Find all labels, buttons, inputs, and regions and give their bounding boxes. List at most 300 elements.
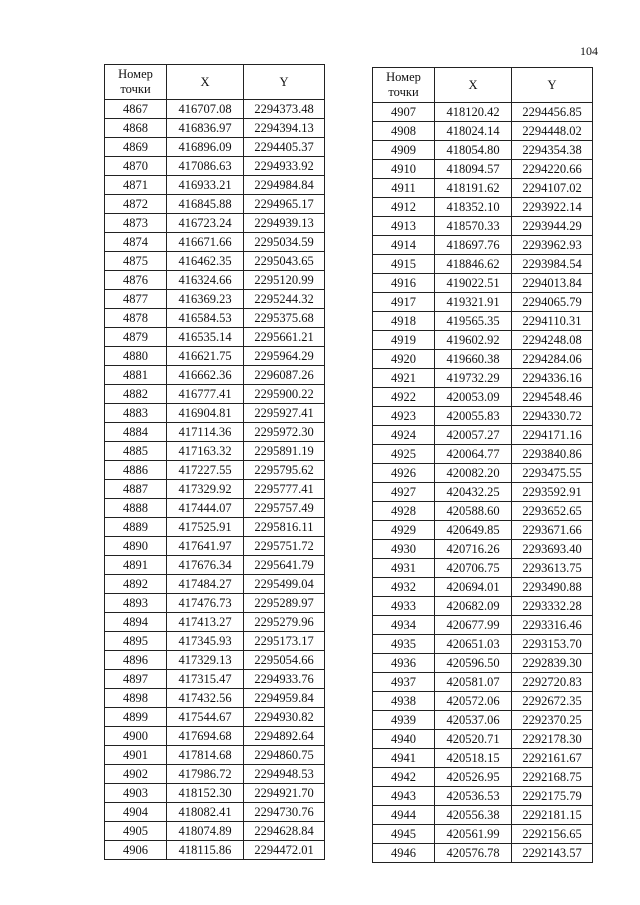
y-coordinate-cell: 2293332.28 [512, 597, 593, 616]
x-coordinate-cell: 419022.51 [435, 274, 512, 293]
point-number-cell: 4925 [373, 445, 435, 464]
point-number-cell: 4900 [105, 727, 167, 746]
table-row [373, 407, 593, 426]
header-point-line2: точки [388, 85, 419, 99]
y-coordinate-cell: 2294065.79 [512, 293, 593, 312]
y-coordinate-cell: 2293592.91 [512, 483, 593, 502]
x-coordinate-cell: 420651.03 [435, 635, 512, 654]
y-coordinate-cell: 2294394.13 [244, 119, 325, 138]
table-row [105, 803, 325, 822]
point-number-cell: 4903 [105, 784, 167, 803]
y-coordinate-cell: 2295891.19 [244, 442, 325, 461]
x-coordinate-cell: 416535.14 [167, 328, 244, 347]
y-coordinate-cell: 2293652.65 [512, 502, 593, 521]
table-row [373, 103, 593, 122]
point-number-cell: 4890 [105, 537, 167, 556]
point-number-cell: 4920 [373, 350, 435, 369]
y-coordinate-cell: 2295279.96 [244, 613, 325, 632]
x-coordinate-cell: 417444.07 [167, 499, 244, 518]
table-row [373, 464, 593, 483]
x-coordinate-cell: 416707.08 [167, 100, 244, 119]
x-coordinate-cell: 418697.76 [435, 236, 512, 255]
x-coordinate-cell: 416777.41 [167, 385, 244, 404]
y-coordinate-cell: 2294405.37 [244, 138, 325, 157]
table-row [373, 597, 593, 616]
y-coordinate-cell: 2295054.66 [244, 651, 325, 670]
point-number-cell: 4894 [105, 613, 167, 632]
x-coordinate-cell: 420581.07 [435, 673, 512, 692]
point-number-cell: 4926 [373, 464, 435, 483]
y-coordinate-cell: 2295641.79 [244, 556, 325, 575]
table-row [373, 388, 593, 407]
x-coordinate-cell: 417315.47 [167, 670, 244, 689]
x-coordinate-cell: 420432.25 [435, 483, 512, 502]
y-coordinate-cell: 2294933.76 [244, 670, 325, 689]
y-coordinate-cell: 2294373.48 [244, 100, 325, 119]
coordinates-table-right [372, 67, 593, 863]
y-coordinate-cell: 2294220.66 [512, 160, 593, 179]
table-row [105, 784, 325, 803]
point-number-cell: 4945 [373, 825, 435, 844]
x-coordinate-cell: 417525.91 [167, 518, 244, 537]
table-row [373, 179, 593, 198]
x-coordinate-cell: 420706.75 [435, 559, 512, 578]
point-number-cell: 4916 [373, 274, 435, 293]
table-row [105, 233, 325, 252]
y-coordinate-cell: 2294948.53 [244, 765, 325, 784]
table-row [105, 214, 325, 233]
header-point-line1: Номер [386, 70, 421, 84]
y-coordinate-cell: 2292175.79 [512, 787, 593, 806]
point-number-cell: 4914 [373, 236, 435, 255]
x-coordinate-cell: 417413.27 [167, 613, 244, 632]
point-number-cell: 4917 [373, 293, 435, 312]
table-row [373, 540, 593, 559]
table-row [373, 559, 593, 578]
y-coordinate-cell: 2294448.02 [512, 122, 593, 141]
x-coordinate-cell: 417676.34 [167, 556, 244, 575]
x-coordinate-cell: 418352.10 [435, 198, 512, 217]
y-coordinate-cell: 2295900.22 [244, 385, 325, 404]
x-coordinate-cell: 416462.35 [167, 252, 244, 271]
table-row [373, 749, 593, 768]
y-coordinate-cell: 2293840.86 [512, 445, 593, 464]
y-coordinate-cell: 2295173.17 [244, 632, 325, 651]
y-coordinate-cell: 2295661.21 [244, 328, 325, 347]
table-row [105, 138, 325, 157]
x-coordinate-cell: 420649.85 [435, 521, 512, 540]
x-coordinate-cell: 416904.81 [167, 404, 244, 423]
point-number-cell: 4874 [105, 233, 167, 252]
x-coordinate-cell: 417329.13 [167, 651, 244, 670]
y-coordinate-cell: 2294860.75 [244, 746, 325, 765]
table-row [373, 825, 593, 844]
table-header-row [373, 68, 593, 103]
x-coordinate-cell: 416324.66 [167, 271, 244, 290]
x-coordinate-cell: 417329.92 [167, 480, 244, 499]
point-number-cell: 4912 [373, 198, 435, 217]
y-coordinate-cell: 2295375.68 [244, 309, 325, 328]
table-row [373, 445, 593, 464]
point-number-cell: 4935 [373, 635, 435, 654]
point-number-cell: 4934 [373, 616, 435, 635]
point-number-cell: 4928 [373, 502, 435, 521]
table-row [373, 369, 593, 388]
x-coordinate-cell: 419321.91 [435, 293, 512, 312]
point-number-cell: 4901 [105, 746, 167, 765]
header-x: X [435, 68, 512, 103]
y-coordinate-cell: 2292143.57 [512, 844, 593, 863]
table-row [105, 347, 325, 366]
table-row [373, 502, 593, 521]
table-row [105, 537, 325, 556]
point-number-cell: 4919 [373, 331, 435, 350]
table-row [373, 236, 593, 255]
table-row [105, 271, 325, 290]
y-coordinate-cell: 2294110.31 [512, 312, 593, 331]
table-row [373, 616, 593, 635]
x-coordinate-cell: 417476.73 [167, 594, 244, 613]
table-row [373, 787, 593, 806]
table-row [105, 556, 325, 575]
x-coordinate-cell: 416369.23 [167, 290, 244, 309]
y-coordinate-cell: 2294628.84 [244, 822, 325, 841]
point-number-cell: 4932 [373, 578, 435, 597]
x-coordinate-cell: 420057.27 [435, 426, 512, 445]
table-row [105, 575, 325, 594]
point-number-cell: 4895 [105, 632, 167, 651]
y-coordinate-cell: 2292839.30 [512, 654, 593, 673]
y-coordinate-cell: 2294456.85 [512, 103, 593, 122]
x-coordinate-cell: 417163.32 [167, 442, 244, 461]
point-number-cell: 4927 [373, 483, 435, 502]
table-row [105, 366, 325, 385]
table-row [105, 689, 325, 708]
x-coordinate-cell: 418024.14 [435, 122, 512, 141]
table-row [373, 122, 593, 141]
header-x: X [167, 65, 244, 100]
y-coordinate-cell: 2295289.97 [244, 594, 325, 613]
table-row [373, 198, 593, 217]
table-row [373, 711, 593, 730]
y-coordinate-cell: 2293944.29 [512, 217, 593, 236]
table-row [373, 312, 593, 331]
point-number-cell: 4891 [105, 556, 167, 575]
y-coordinate-cell: 2293490.88 [512, 578, 593, 597]
y-coordinate-cell: 2294013.84 [512, 274, 593, 293]
point-number-cell: 4881 [105, 366, 167, 385]
table-row [105, 195, 325, 214]
table-row [373, 692, 593, 711]
point-number-cell: 4878 [105, 309, 167, 328]
y-coordinate-cell: 2294171.16 [512, 426, 593, 445]
x-coordinate-cell: 420526.95 [435, 768, 512, 787]
point-number-cell: 4872 [105, 195, 167, 214]
table-row [373, 274, 593, 293]
y-coordinate-cell: 2294933.92 [244, 157, 325, 176]
y-coordinate-cell: 2295244.32 [244, 290, 325, 309]
y-coordinate-cell: 2292178.30 [512, 730, 593, 749]
point-number-cell: 4873 [105, 214, 167, 233]
y-coordinate-cell: 2293922.14 [512, 198, 593, 217]
point-number-cell: 4918 [373, 312, 435, 331]
table-row [105, 252, 325, 271]
y-coordinate-cell: 2294472.01 [244, 841, 325, 860]
point-number-cell: 4930 [373, 540, 435, 559]
y-coordinate-cell: 2294336.16 [512, 369, 593, 388]
table-row [373, 844, 593, 863]
table-row [373, 141, 593, 160]
point-number-cell: 4929 [373, 521, 435, 540]
x-coordinate-cell: 417641.97 [167, 537, 244, 556]
y-coordinate-cell: 2294984.84 [244, 176, 325, 195]
table-row [373, 578, 593, 597]
y-coordinate-cell: 2294965.17 [244, 195, 325, 214]
x-coordinate-cell: 416671.66 [167, 233, 244, 252]
y-coordinate-cell: 2295927.41 [244, 404, 325, 423]
header-point-number [373, 68, 435, 103]
point-number-cell: 4884 [105, 423, 167, 442]
page-number: 104 [580, 44, 598, 58]
y-coordinate-cell: 2293671.66 [512, 521, 593, 540]
point-number-cell: 4892 [105, 575, 167, 594]
table-row [105, 461, 325, 480]
table-row [105, 176, 325, 195]
x-coordinate-cell: 418152.30 [167, 784, 244, 803]
table-row [373, 806, 593, 825]
table-row [105, 499, 325, 518]
x-coordinate-cell: 418115.86 [167, 841, 244, 860]
point-number-cell: 4905 [105, 822, 167, 841]
x-coordinate-cell: 420055.83 [435, 407, 512, 426]
point-number-cell: 4889 [105, 518, 167, 537]
table-row [105, 100, 325, 119]
y-coordinate-cell: 2294330.72 [512, 407, 593, 426]
point-number-cell: 4880 [105, 347, 167, 366]
point-number-cell: 4936 [373, 654, 435, 673]
x-coordinate-cell: 416662.36 [167, 366, 244, 385]
x-coordinate-cell: 416933.21 [167, 176, 244, 195]
point-number-cell: 4942 [373, 768, 435, 787]
point-number-cell: 4888 [105, 499, 167, 518]
y-coordinate-cell: 2293316.46 [512, 616, 593, 635]
y-coordinate-cell: 2295777.41 [244, 480, 325, 499]
x-coordinate-cell: 418191.62 [435, 179, 512, 198]
x-coordinate-cell: 416621.75 [167, 347, 244, 366]
x-coordinate-cell: 417986.72 [167, 765, 244, 784]
x-coordinate-cell: 418120.42 [435, 103, 512, 122]
point-number-cell: 4885 [105, 442, 167, 461]
point-number-cell: 4871 [105, 176, 167, 195]
y-coordinate-cell: 2293153.70 [512, 635, 593, 654]
x-coordinate-cell: 420682.09 [435, 597, 512, 616]
point-number-cell: 4877 [105, 290, 167, 309]
x-coordinate-cell: 417432.56 [167, 689, 244, 708]
x-coordinate-cell: 416845.88 [167, 195, 244, 214]
table-row [373, 160, 593, 179]
x-coordinate-cell: 420588.60 [435, 502, 512, 521]
table-row [105, 480, 325, 499]
x-coordinate-cell: 416723.24 [167, 214, 244, 233]
table-row [373, 673, 593, 692]
x-coordinate-cell: 418846.62 [435, 255, 512, 274]
table-row [105, 442, 325, 461]
point-number-cell: 4868 [105, 119, 167, 138]
point-number-cell: 4915 [373, 255, 435, 274]
y-coordinate-cell: 2292156.65 [512, 825, 593, 844]
x-coordinate-cell: 416584.53 [167, 309, 244, 328]
point-number-cell: 4907 [373, 103, 435, 122]
x-coordinate-cell: 420518.15 [435, 749, 512, 768]
table-row [105, 822, 325, 841]
point-number-cell: 4893 [105, 594, 167, 613]
table-row [373, 483, 593, 502]
x-coordinate-cell: 420561.99 [435, 825, 512, 844]
y-coordinate-cell: 2292181.15 [512, 806, 593, 825]
point-number-cell: 4943 [373, 787, 435, 806]
point-number-cell: 4923 [373, 407, 435, 426]
table-row [105, 765, 325, 784]
table-row [373, 331, 593, 350]
y-coordinate-cell: 2295972.30 [244, 423, 325, 442]
point-number-cell: 4870 [105, 157, 167, 176]
table-row [373, 521, 593, 540]
table-row [105, 613, 325, 632]
point-number-cell: 4883 [105, 404, 167, 423]
table-row [373, 730, 593, 749]
point-number-cell: 4879 [105, 328, 167, 347]
table-row [373, 217, 593, 236]
y-coordinate-cell: 2294959.84 [244, 689, 325, 708]
x-coordinate-cell: 420536.53 [435, 787, 512, 806]
header-point-line1: Номер [118, 67, 153, 81]
x-coordinate-cell: 417814.68 [167, 746, 244, 765]
table-row [105, 651, 325, 670]
x-coordinate-cell: 420064.77 [435, 445, 512, 464]
x-coordinate-cell: 420082.20 [435, 464, 512, 483]
point-number-cell: 4937 [373, 673, 435, 692]
x-coordinate-cell: 418570.33 [435, 217, 512, 236]
table-row [105, 518, 325, 537]
x-coordinate-cell: 420556.38 [435, 806, 512, 825]
header-y: Y [512, 68, 593, 103]
table-row [373, 426, 593, 445]
x-coordinate-cell: 420576.78 [435, 844, 512, 863]
point-number-cell: 4946 [373, 844, 435, 863]
y-coordinate-cell: 2294548.46 [512, 388, 593, 407]
y-coordinate-cell: 2292168.75 [512, 768, 593, 787]
x-coordinate-cell: 420572.06 [435, 692, 512, 711]
y-coordinate-cell: 2295043.65 [244, 252, 325, 271]
y-coordinate-cell: 2292672.35 [512, 692, 593, 711]
table-row [105, 841, 325, 860]
point-number-cell: 4869 [105, 138, 167, 157]
table-row [105, 632, 325, 651]
y-coordinate-cell: 2294730.76 [244, 803, 325, 822]
point-number-cell: 4867 [105, 100, 167, 119]
point-number-cell: 4902 [105, 765, 167, 784]
point-number-cell: 4921 [373, 369, 435, 388]
table-row [373, 350, 593, 369]
table-header-row [105, 65, 325, 100]
x-coordinate-cell: 419660.38 [435, 350, 512, 369]
table-row [105, 328, 325, 347]
table-row [373, 768, 593, 787]
y-coordinate-cell: 2295795.62 [244, 461, 325, 480]
x-coordinate-cell: 420537.06 [435, 711, 512, 730]
x-coordinate-cell: 418054.80 [435, 141, 512, 160]
x-coordinate-cell: 420053.09 [435, 388, 512, 407]
x-coordinate-cell: 420677.99 [435, 616, 512, 635]
y-coordinate-cell: 2295120.99 [244, 271, 325, 290]
table-row [105, 727, 325, 746]
y-coordinate-cell: 2293693.40 [512, 540, 593, 559]
y-coordinate-cell: 2292161.67 [512, 749, 593, 768]
x-coordinate-cell: 419565.35 [435, 312, 512, 331]
header-point-line2: точки [120, 82, 151, 96]
x-coordinate-cell: 417484.27 [167, 575, 244, 594]
y-coordinate-cell: 2295751.72 [244, 537, 325, 556]
point-number-cell: 4924 [373, 426, 435, 445]
table-row [105, 670, 325, 689]
x-coordinate-cell: 420716.26 [435, 540, 512, 559]
header-y: Y [244, 65, 325, 100]
y-coordinate-cell: 2294921.70 [244, 784, 325, 803]
table-row [105, 404, 325, 423]
point-number-cell: 4876 [105, 271, 167, 290]
table-row [105, 290, 325, 309]
x-coordinate-cell: 418074.89 [167, 822, 244, 841]
y-coordinate-cell: 2292370.25 [512, 711, 593, 730]
table-row [105, 119, 325, 138]
y-coordinate-cell: 2295816.11 [244, 518, 325, 537]
y-coordinate-cell: 2293475.55 [512, 464, 593, 483]
x-coordinate-cell: 417544.67 [167, 708, 244, 727]
table-row [105, 309, 325, 328]
point-number-cell: 4908 [373, 122, 435, 141]
table-row [105, 423, 325, 442]
point-number-cell: 4938 [373, 692, 435, 711]
coordinates-table-left [104, 64, 325, 860]
x-coordinate-cell: 419732.29 [435, 369, 512, 388]
x-coordinate-cell: 420596.50 [435, 654, 512, 673]
x-coordinate-cell: 420520.71 [435, 730, 512, 749]
point-number-cell: 4941 [373, 749, 435, 768]
table-row [373, 654, 593, 673]
point-number-cell: 4913 [373, 217, 435, 236]
point-number-cell: 4898 [105, 689, 167, 708]
point-number-cell: 4944 [373, 806, 435, 825]
y-coordinate-cell: 2293962.93 [512, 236, 593, 255]
point-number-cell: 4910 [373, 160, 435, 179]
x-coordinate-cell: 418082.41 [167, 803, 244, 822]
table-row [105, 385, 325, 404]
point-number-cell: 4875 [105, 252, 167, 271]
point-number-cell: 4939 [373, 711, 435, 730]
y-coordinate-cell: 2295964.29 [244, 347, 325, 366]
x-coordinate-cell: 418094.57 [435, 160, 512, 179]
point-number-cell: 4911 [373, 179, 435, 198]
point-number-cell: 4933 [373, 597, 435, 616]
table-row [105, 157, 325, 176]
x-coordinate-cell: 417227.55 [167, 461, 244, 480]
y-coordinate-cell: 2294284.06 [512, 350, 593, 369]
y-coordinate-cell: 2294354.38 [512, 141, 593, 160]
point-number-cell: 4897 [105, 670, 167, 689]
x-coordinate-cell: 419602.92 [435, 331, 512, 350]
point-number-cell: 4896 [105, 651, 167, 670]
x-coordinate-cell: 420694.01 [435, 578, 512, 597]
